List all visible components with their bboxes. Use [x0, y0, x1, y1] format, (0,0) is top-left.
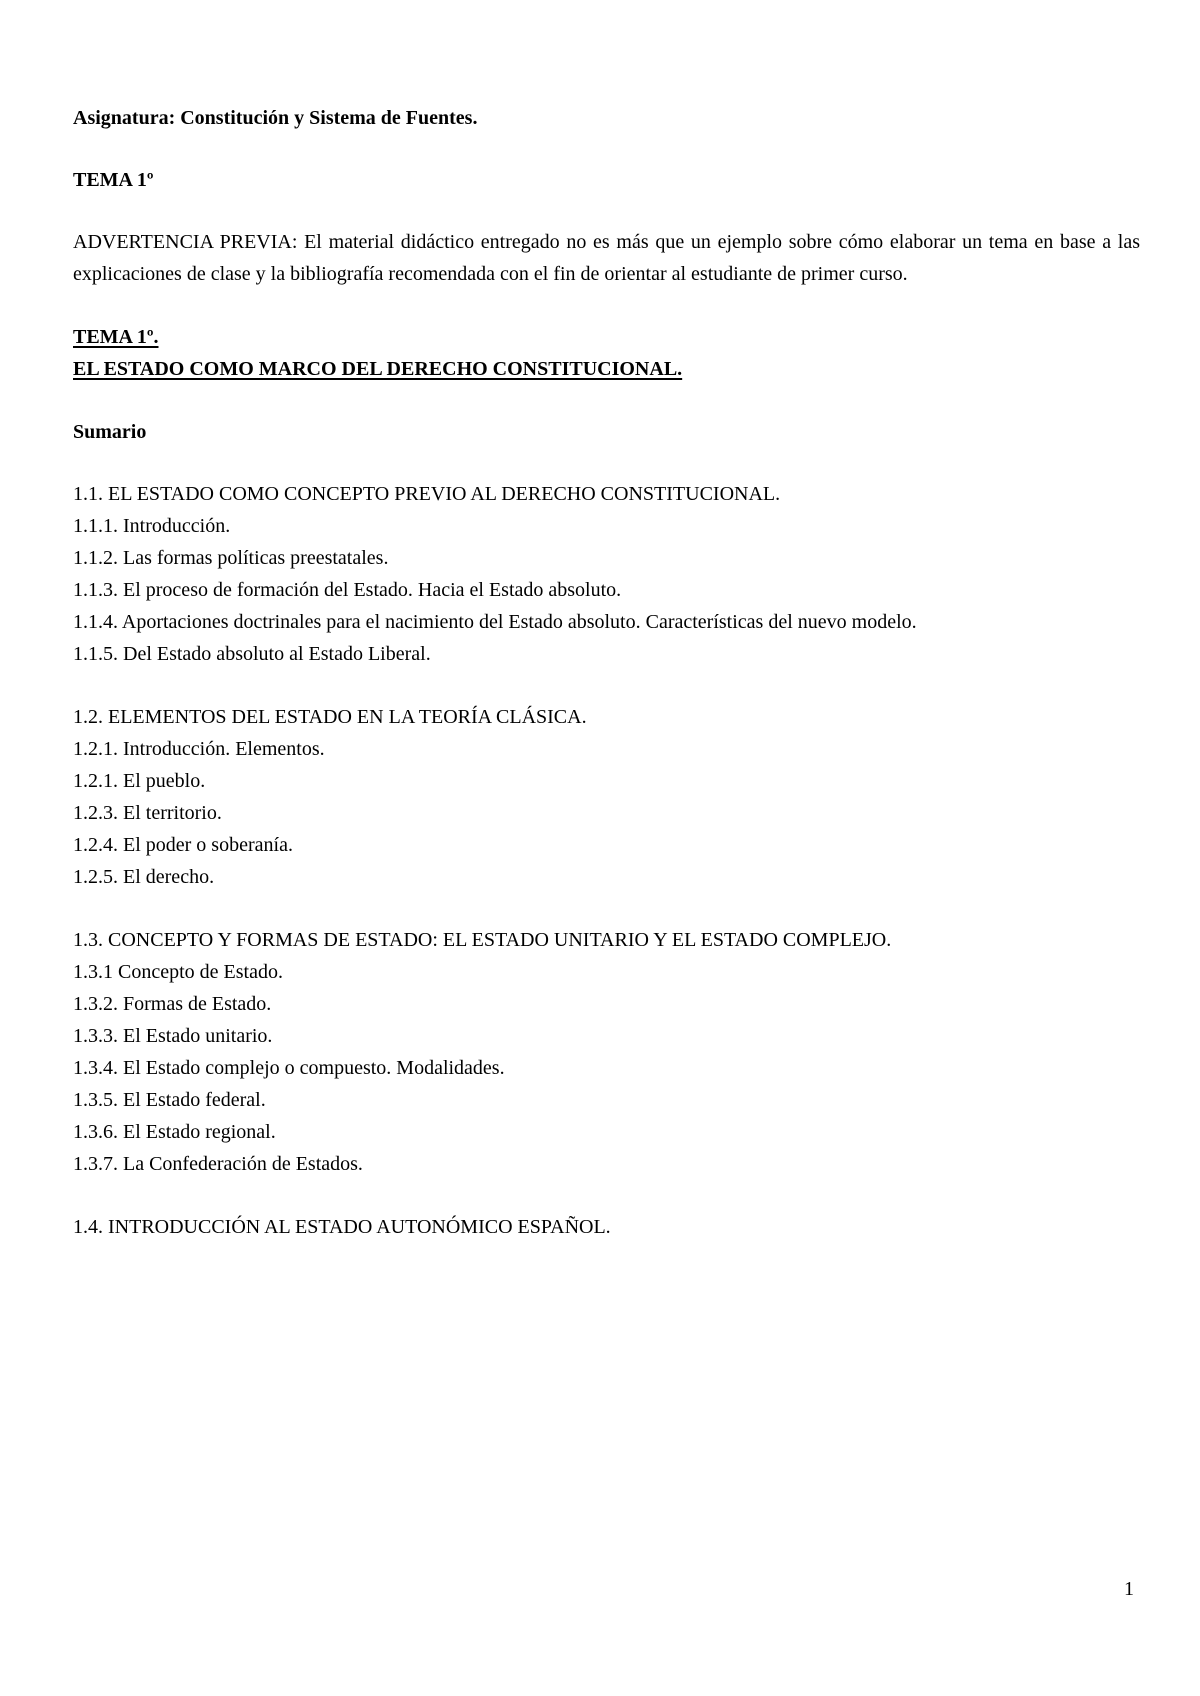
- toc-section: [73, 1211, 1140, 1243]
- toc-item: 1.3.7. La Confederación de Estados.: [73, 1153, 363, 1175]
- toc-item: 1.1.1. Introducción.: [73, 515, 231, 537]
- toc-item: 1.2.3. El territorio.: [73, 802, 222, 824]
- toc-item: 1.3.5. El Estado federal.: [73, 1089, 266, 1111]
- toc-item: 1.2.1. El pueblo.: [73, 770, 206, 792]
- toc-section-title: 1.1. EL ESTADO COMO CONCEPTO PREVIO AL DERECHO CONSTITUCIONAL.: [73, 483, 781, 505]
- toc-item: 1.3.2. Formas de Estado.: [73, 993, 272, 1015]
- toc-section-title: 1.2. ELEMENTOS DEL ESTADO EN LA TEORÍA CLÁSICA.: [73, 706, 587, 728]
- heading-title: EL ESTADO COMO MARCO DEL DERECHO CONSTITUCIONAL.: [73, 358, 683, 380]
- toc-section: [73, 701, 1140, 893]
- toc-item: 1.1.5. Del Estado absoluto al Estado Liberal.: [73, 643, 431, 665]
- toc-item: 1.2.5. El derecho.: [73, 866, 215, 888]
- toc-item: 1.3.6. El Estado regional.: [73, 1121, 276, 1143]
- toc-section: [73, 478, 1140, 670]
- toc-item: 1.1.4. Aportaciones doctrinales para el nacimiento del Estado absoluto. Características del nuevo modelo.: [73, 611, 917, 633]
- toc-item: 1.1.3. El proceso de formación del Estado. Hacia el Estado absoluto.: [73, 579, 622, 601]
- toc-item: 1.3.1 Concepto de Estado.: [73, 961, 283, 983]
- toc-item: 1.3.4. El Estado complejo o compuesto. Modalidades.: [73, 1057, 505, 1079]
- subject-line: Asignatura: Constitución y Sistema de Fuentes.: [73, 107, 478, 129]
- toc-item: 1.1.2. Las formas políticas preestatales.: [73, 547, 389, 569]
- toc-item: 1.2.1. Introducción. Elementos.: [73, 738, 325, 760]
- toc-item: 1.2.4. El poder o soberanía.: [73, 834, 293, 856]
- summary-label: Sumario: [73, 421, 147, 443]
- page-number: 1: [1124, 1578, 1134, 1600]
- toc-section-title: 1.4. INTRODUCCIÓN AL ESTADO AUTONÓMICO ESPAÑOL.: [73, 1216, 611, 1238]
- toc-section: [73, 924, 1140, 1180]
- toc-section-title: 1.3. CONCEPTO Y FORMAS DE ESTADO: EL ESTADO UNITARIO Y EL ESTADO COMPLEJO.: [73, 929, 892, 951]
- heading-tema: TEMA 1º.: [73, 326, 159, 348]
- warning-paragraph: ADVERTENCIA PREVIA: El material didáctico entregado no es más que un ejemplo sobre cómo elaborar un tema en base a las explicaciones de clase y la bibliografía recomendada con el fin de orientar al estudiante de primer curso.: [73, 231, 1140, 285]
- document-heading: [73, 321, 1140, 385]
- tema-label: TEMA 1º: [73, 169, 154, 191]
- toc-item: 1.3.3. El Estado unitario.: [73, 1025, 273, 1047]
